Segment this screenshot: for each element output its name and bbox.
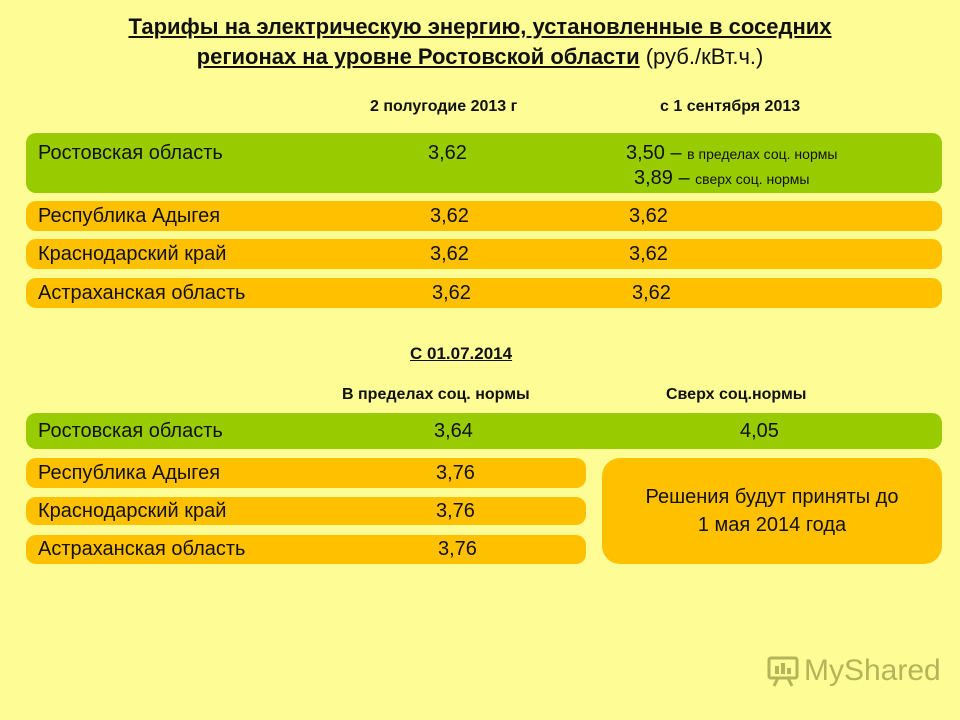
s2-row-krasnodar [26,497,586,525]
s2-col2-header: Сверх соц.нормы [666,386,807,403]
page-title [0,12,960,72]
note-line-2: 1 мая 2014 года [697,514,847,536]
region-label: Республика Адыгея [38,462,221,484]
value-2013: 3,62 [430,205,469,227]
value-sept: 3,62 [632,282,671,304]
value-2013: 3,62 [430,243,469,265]
s1-row-rostov [26,133,942,193]
s2-col1-header: В пределах соц. нормы [342,386,530,403]
s2-row-astrakhan [26,535,586,564]
value-social: 3,76 [436,462,475,484]
s1-col1-header: 2 полугодие 2013 г [370,98,518,115]
value-social: 3,76 [438,538,477,560]
s2-row-adygea [26,458,586,488]
region-label: Краснодарский край [38,500,227,522]
s2-heading: С 01.07.2014 [410,344,513,363]
value-sept: 3,62 [629,205,668,227]
region-label: Краснодарский край [38,243,227,265]
value-sept: 3,62 [629,243,668,265]
title-line-1: Тарифы на электрическую энергию, установленные в соседних [128,14,832,39]
title-unit: (руб./кВт.ч.) [645,44,764,69]
presentation-board-icon [766,654,800,688]
value-above: 4,05 [740,420,779,442]
s1-col2-header: с 1 сентября 2013 [660,98,801,115]
title-line-2: регионах на уровне Ростовской области [196,44,640,69]
value-2013: 3,62 [432,282,471,304]
s1-row-krasnodar [26,239,942,269]
region-label: Астраханская область [38,282,246,304]
note-line-1: Решения будут приняты до [645,486,899,508]
s2-row-rostov [26,413,942,449]
value-sept-above: 3,89 – сверх соц. нормы [634,167,810,189]
region-label: Республика Адыгея [38,205,221,227]
myshared-logo [766,654,941,688]
value-2013: 3,62 [428,142,467,164]
region-label: Астраханская область [38,538,246,560]
value-social: 3,76 [436,500,475,522]
value-sept-social: 3,50 – в пределах соц. нормы [626,142,838,164]
region-label: Ростовская область [38,420,223,442]
s1-row-astrakhan [26,278,942,308]
decision-note [602,458,942,564]
s1-row-adygea [26,201,942,231]
value-social: 3,64 [434,420,473,442]
logo-text: MyShared [804,654,941,687]
region-label: Ростовская область [38,142,223,164]
